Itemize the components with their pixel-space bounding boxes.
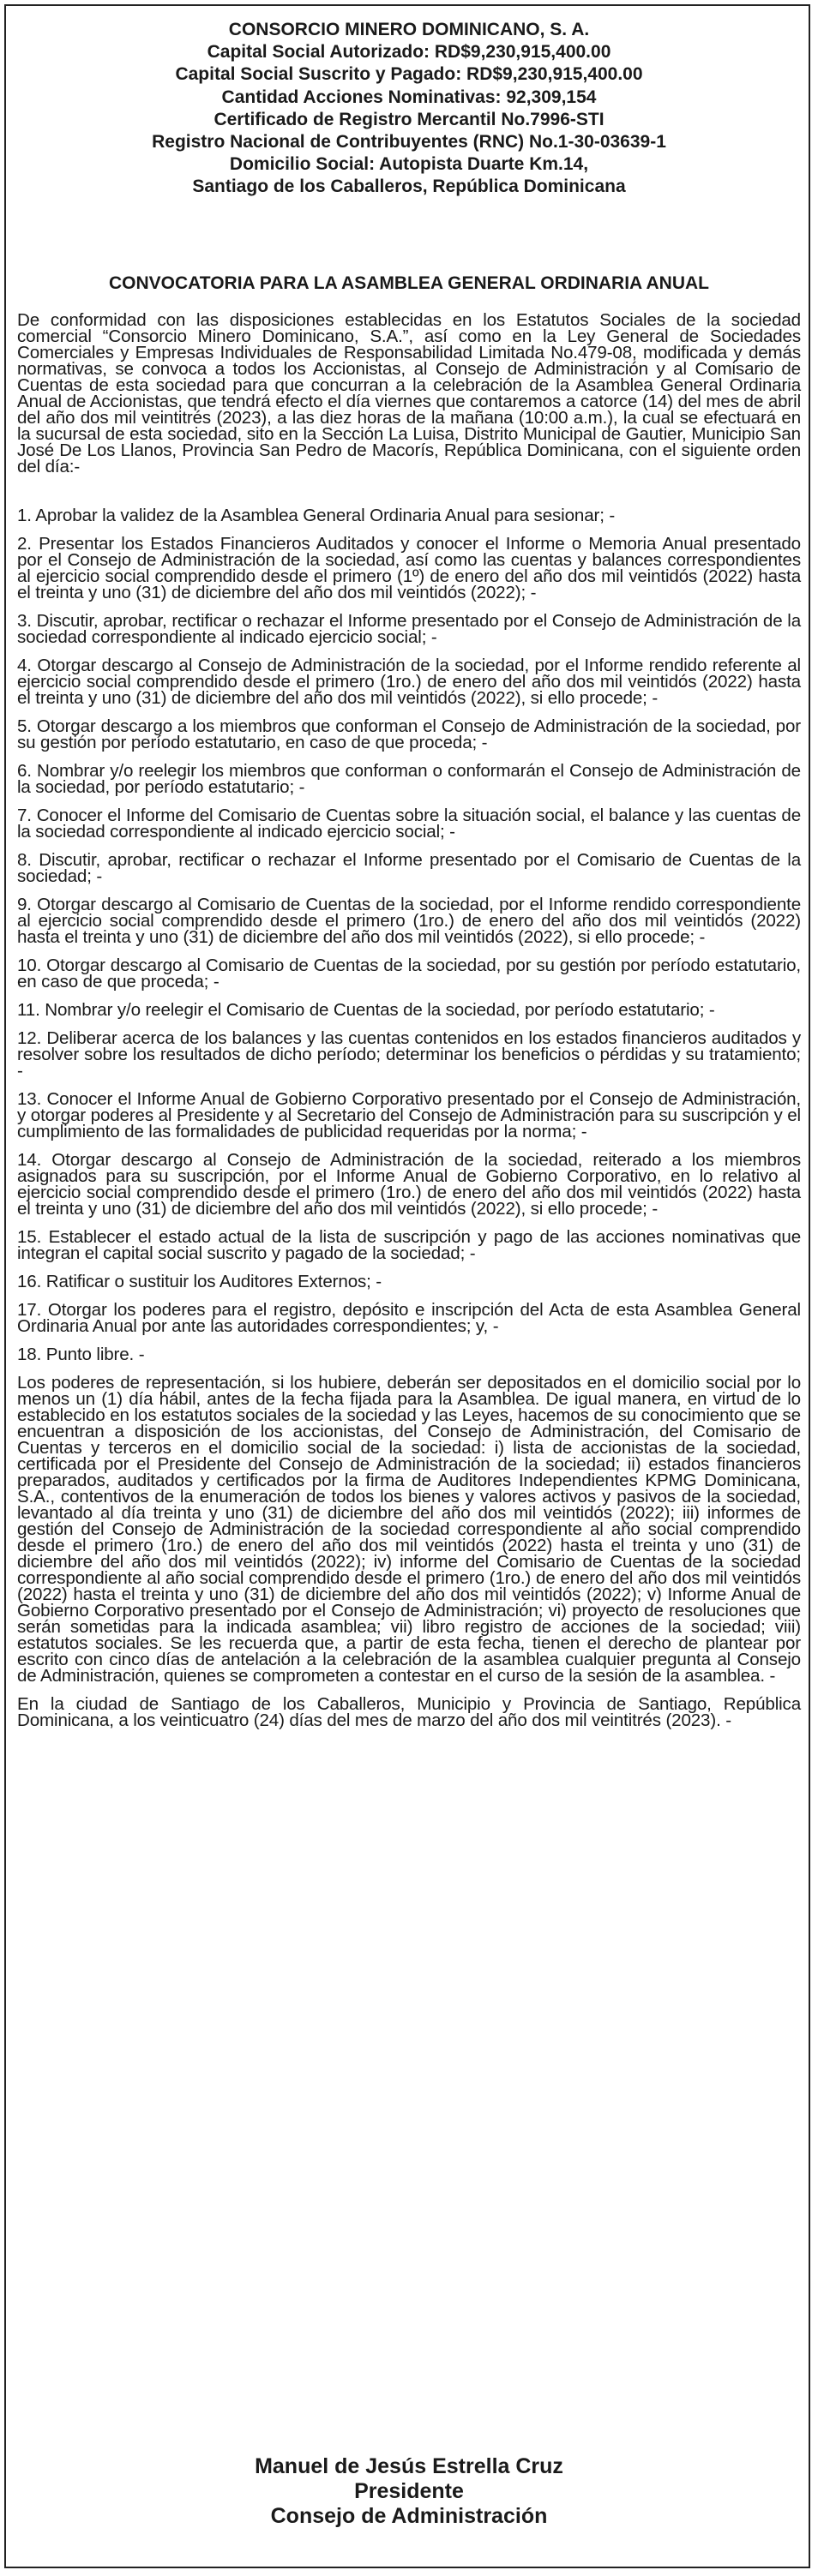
agenda-item: 6. Nombrar y/o reelegir los miembros que conforman o conformarán el Consejo de Administración de la sociedad, por período estatutario; - [17,761,801,797]
agenda-item: 12. Deliberar acerca de los balances y las cuentas contenidos en los estados financieros auditados y resolver sobre los resultados de dicho período; determinar los beneficios o pérdidas y su tratamiento; - [17,1028,801,1081]
share-count: Cantidad Acciones Nominativas: 92,309,154 [221,87,597,107]
company-name: CONSORCIO MINERO DOMINICANO, S. A. [228,20,590,39]
agenda-item: 16. Ratificar o sustituir los Auditores Externos; - [17,1272,382,1291]
place-date-paragraph: En la ciudad de Santiago de los Caballeros, Municipio y Provincia de Santiago, República Dominicana, a los veinticuatro (24) días del mes de marzo del año dos mil veintitrés (2023). - [17,1694,801,1730]
signatory-body: Consejo de Administración [270,2504,548,2528]
signature-block [0,2454,818,2529]
authorized-capital: Capital Social Autorizado: RD$9,230,915,400.00 [207,42,611,63]
agenda-item: 9. Otorgar descargo al Comisario de Cuentas de la sociedad, por el Informe rendido correspondiente al ejercicio social comprendido desde el primero (1ro.) de enero del año dos mil veintidós (2022) hasta el treinta y uno (31) de diciembre del año dos mil veintidós (2022), si ello procede; - [17,895,801,947]
notice-body [17,312,801,1740]
notice-title: CONVOCATORIA PARA LA ASAMBLEA GENERAL ORDINARIA ANUAL [109,273,709,293]
agenda-item: 11. Nombrar y/o reelegir el Comisario de Cuentas de la sociedad, por período estatutario; - [17,1000,715,1020]
paid-capital: Capital Social Suscrito y Pagado: RD$9,230,915,400.00 [175,64,643,85]
agenda-item: 4. Otorgar descargo al Consejo de Administración de la sociedad, por el Informe rendido referente al ejercicio social comprendido desde el primero (1ro.) de enero del año dos mil veintidós (2022) hasta el treinta y uno (31) de diciembre del año dos mil veintidós (2022), si ello procede; - [17,656,801,708]
closing-paragraph: Los poderes de representación, si los hubiere, deberán ser depositados en el domicilio social por lo menos un (1) día hábil, antes de la fecha fijada para la Asamblea. De igual manera, en virtud de lo establecido en los estatutos sociales de la sociedad y las Leyes, hacemos de su conocimiento que se encuentran a disposición de los accionistas, del Consejo de Administración, del Comisario de Cuentas y terceros en el domicilio social de la sociedad: i) lista de accionistas de la sociedad, certificada por el Presidente del Consejo de Administración de la sociedad; ii) estados financieros preparados, auditados y certificados por la firma de Auditores Independientes KPMG Dominicana, S.A., contentivos de la enumeración de todos los bienes y valores activos y pasivos de la sociedad, levantado al día treinta y uno (31) de diciembre del año dos mil veintidós (2022); iii) informes de gestión del Consejo de Administración de la sociedad correspondiente al año social comprendido desde el primero (1ro.) de enero del año dos mil veintidós (2022) hasta el treinta y uno (31) de diciembre del año dos mil veintidós (2022); iv) informe del Comisario de Cuentas de la sociedad correspondiente al año social comprendido desde el primero (1ro.) de enero del año dos mil veintidós (2022) hasta el treinta y uno (31) de diciembre del año dos mil veintidós (2022); v) Informe Anual de Gobierno Corporativo presentado por el Consejo de Administración; vi) proyecto de resoluciones que serán sometidas para la indicada asamblea; vii) libro registro de acciones de la sociedad; viii) estatutos sociales. Se les recuerda que, a partir de esta fecha, tienen el derecho de plantear por escrito con cinco días de antelación a la celebración de la asamblea cualquier pregunta al Consejo de Administración, quienes se comprometen a contestar en el curso de la sesión de la asamblea. - [17,1373,801,1686]
agenda-item: 13. Conocer el Informe Anual de Gobierno Corporativo presentado por el Consejo de Administración, y otorgar poderes al Presidente y al Secretario del Consejo de Administración para su suscripción y el cumplimiento de las formalidades de publicidad requeridas por la norma; - [17,1089,801,1141]
agenda-item: 14. Otorgar descargo al Consejo de Administración de la sociedad, reiterado a los miembros asignados para su suscripción, por el Informe Anual de Gobierno Corporativo, en lo relativo al ejercicio social comprendido desde el primero (1ro.) de enero del año dos mil veintidós (2022) hasta el treinta y uno (31) de diciembre del año dos mil veintidós (2022), si ello procede; - [17,1150,801,1219]
agenda-item: 3. Discutir, aprobar, rectificar o rechazar el Informe presentado por el Consejo de Administración de la sociedad correspondiente al indicado ejercicio social; - [17,611,801,647]
agenda-item: 1. Aprobar la validez de la Asamblea General Ordinaria Anual para sesionar; - [17,506,616,525]
agenda-item: 2. Presentar los Estados Financieros Auditados y conocer el Informe o Memoria Anual presentado por el Consejo de Administración de la sociedad, así como las cuentas y balances correspondientes al ejercicio social comprendido desde el primero (1º) de enero del año dos mil veintidós (2022) hasta el treinta y uno (31) de diciembre del año dos mil veintidós (2022); - [17,534,801,602]
registered-address: Domicilio Social: Autopista Duarte Km.14, [229,154,589,175]
agenda-item: 18. Punto libre. - [17,1345,145,1364]
signatory-role: Presidente [354,2479,464,2503]
agenda-item: 10. Otorgar descargo al Comisario de Cuentas de la sociedad, por su gestión por período estatutario, en caso de que proceda; - [17,956,801,991]
tax-registry: Registro Nacional de Contribuyentes (RNC) No.1-30-03639-1 [152,132,666,153]
agenda-item: 5. Otorgar descargo a los miembros que conforman el Consejo de Administración de la sociedad, por su gestión por período estatutario, en caso de que proceda; - [17,716,801,752]
signatory-name: Manuel de Jesús Estrella Cruz [255,2454,563,2478]
company-header [0,19,818,199]
agenda-item: 7. Conocer el Informe del Comisario de Cuentas sobre la situación social, el balance y las cuentas de la sociedad correspondiente al indicado ejercicio social; - [17,806,801,842]
agenda-item: 15. Establecer el estado actual de la lista de suscripción y pago de las acciones nominativas que integran el capital social suscrito y pagado de la sociedad; - [17,1227,801,1263]
registered-city: Santiago de los Caballeros, República Dominicana [192,177,626,197]
mercantile-registry: Certificado de Registro Mercantil No.7996-STI [214,109,604,129]
intro-paragraph: De conformidad con las disposiciones establecidas en los Estatutos Sociales de la sociedad comercial “Consorcio Minero Dominicano, S.A.”, así como en la Ley General de Sociedades Comerciales y Empresas Individuales de Responsabilidad Limitada No.479-08, modificada y demás normativas, se convoca a todos los Accionistas, al Consejo de Administración y al Comisario de Cuentas de esta sociedad para que concurran a la celebración de la Asamblea General Ordinaria Anual de Accionistas, que tendrá efecto el día viernes que contaremos a catorce (14) del mes de abril del año dos mil veintitrés (2023), a las diez horas de la mañana (10:00 a.m.), la cual se efectuará en la sucursal de esta sociedad, sito en la Sección La Luisa, Distrito Municipal de Gautier, Municipio San José De Los Llanos, Provincia San Pedro de Macorís, República Dominicana, con el siguiente orden del día:- [17,310,801,476]
agenda-item: 8. Discutir, aprobar, rectificar o rechazar el Informe presentado por el Comisario de Cuentas de la sociedad; - [17,850,801,886]
agenda-item: 17. Otorgar los poderes para el registro, depósito e inscripción del Acta de esta Asamblea General Ordinaria Anual por ante las autoridades correspondientes; y, - [17,1300,801,1336]
